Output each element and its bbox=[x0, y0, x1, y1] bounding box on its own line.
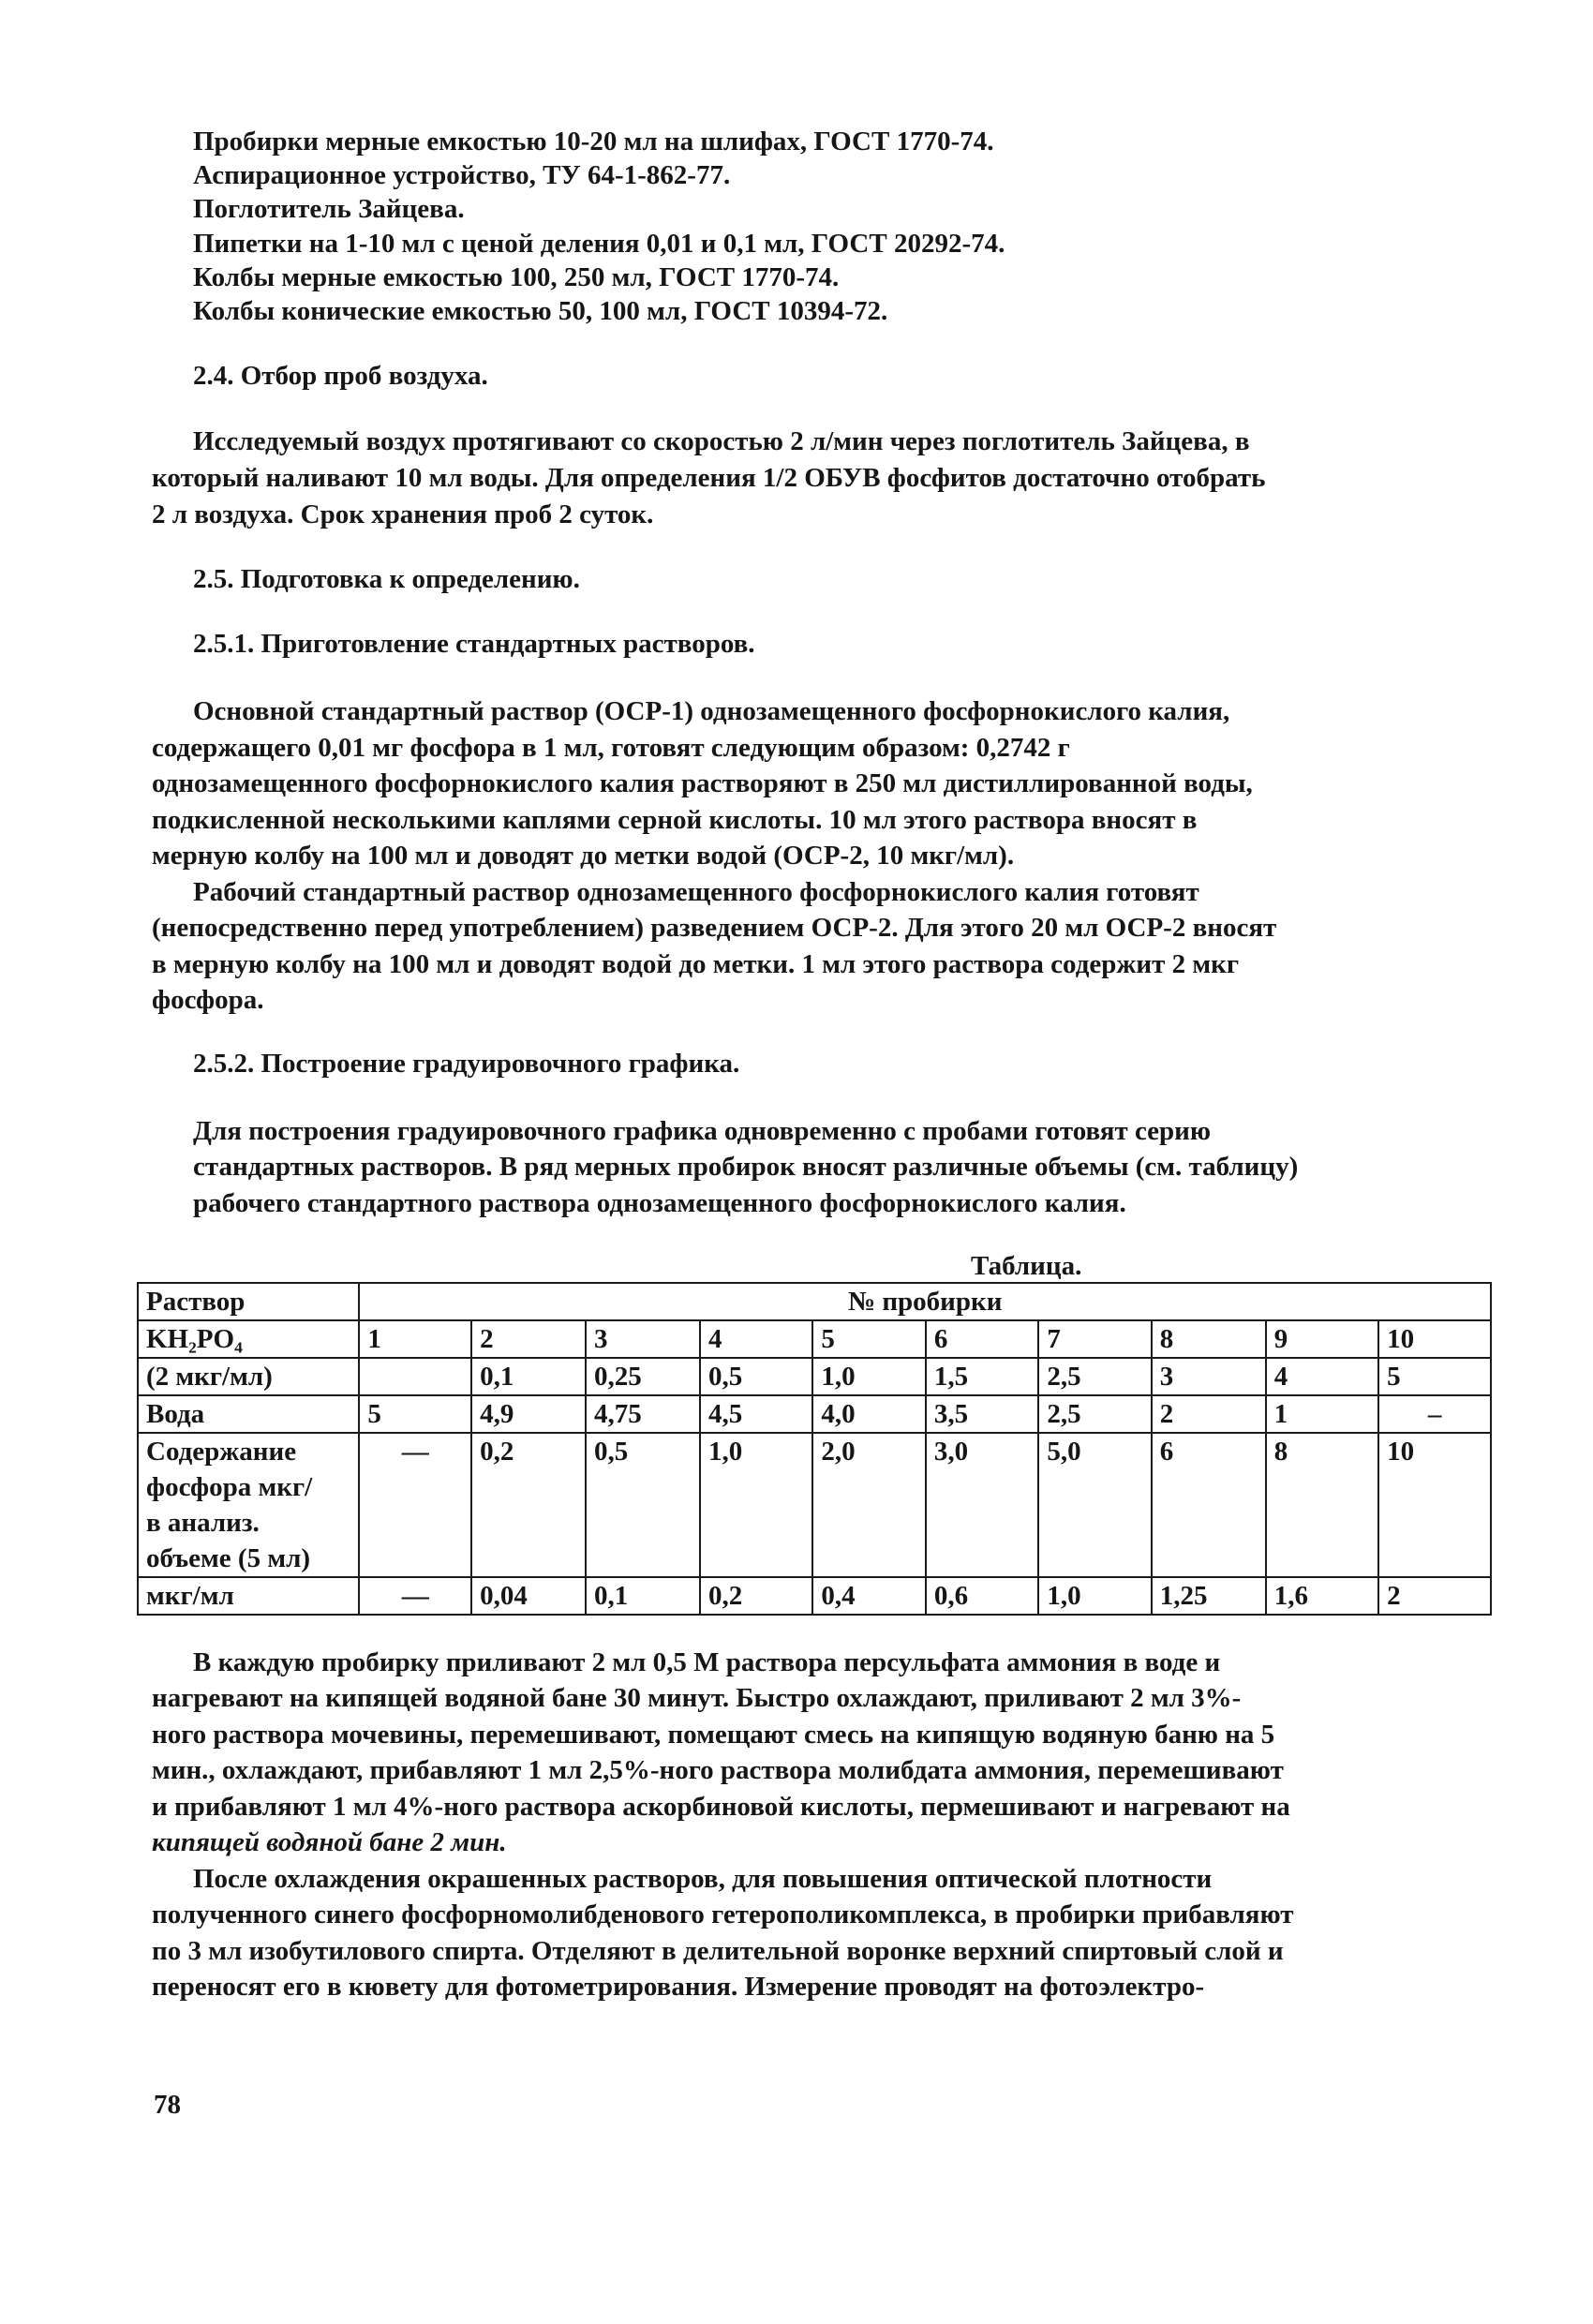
table-row bbox=[138, 1358, 1491, 1395]
text-line: ного раствора мочевины, перемешивают, помещают смесь на кипящую водяную баню на 5 bbox=[152, 1720, 1275, 1750]
text-line: мин., охлаждают, прибавляют 1 мл 2,5%-ного раствора молибдата аммония, перемешивают bbox=[152, 1755, 1284, 1785]
table-cell bbox=[359, 1358, 471, 1395]
page-number: 78 bbox=[154, 2090, 181, 2120]
equipment-line: Пипетки на 1-10 мл с ценой деления 0,01 и 0,1 мл, ГОСТ 20292-74. bbox=[193, 229, 1005, 259]
table-cell: — bbox=[359, 1577, 471, 1615]
table-cell: 5 bbox=[359, 1395, 471, 1433]
table-cell: 2,5 bbox=[1038, 1395, 1151, 1433]
table-cell: 5 bbox=[812, 1320, 925, 1358]
table-cell: 1 bbox=[1266, 1395, 1378, 1433]
text-line: и прибавляют 1 мл 4%-ного раствора аскорбиновой кислоты, пермешивают и нагревают на bbox=[152, 1792, 1290, 1822]
table-cell: 0,1 bbox=[471, 1358, 586, 1395]
text-line: Основной стандартный раствор (ОСР-1) однозамещенного фосфорнокислого калия, bbox=[193, 696, 1230, 726]
table-cell: 0,6 bbox=[926, 1577, 1038, 1615]
text-line: Для построения градуировочного графика одновременно с пробами готовят серию bbox=[193, 1116, 1212, 1146]
table-cell: 1,5 bbox=[926, 1358, 1038, 1395]
table-cell: – bbox=[1378, 1395, 1491, 1433]
row-label: Вода bbox=[138, 1395, 359, 1433]
text-line: В каждую пробирку приливают 2 мл 0,5 М раствора персульфата аммония в воде и bbox=[193, 1647, 1221, 1677]
table-cell: 4,9 bbox=[471, 1395, 586, 1433]
table-cell: 3,0 bbox=[926, 1433, 1038, 1577]
table-cell: 1,6 bbox=[1266, 1577, 1378, 1615]
text-line: фосфора. bbox=[152, 985, 264, 1015]
table-cell: 5 bbox=[1378, 1358, 1491, 1395]
text-line: Рабочий стандартный раствор однозамещенного фосфорнокислого калия готовят bbox=[193, 877, 1199, 907]
table-header-row bbox=[138, 1283, 1491, 1320]
table-row bbox=[138, 1395, 1491, 1433]
equipment-line: Колбы мерные емкостью 100, 250 мл, ГОСТ 1770-74. bbox=[193, 262, 840, 292]
text-line: стандартных растворов. В ряд мерных пробирок вносят различные объемы (см. таблицу) bbox=[193, 1152, 1299, 1182]
table-cell: 10 bbox=[1378, 1433, 1491, 1577]
table-cell: 2,0 bbox=[812, 1433, 925, 1577]
table-cell: 1,25 bbox=[1152, 1577, 1266, 1615]
table-cell: 0,2 bbox=[700, 1577, 812, 1615]
text-line: переносят его в кювету для фотометрирования. Измерение проводят на фотоэлектро- bbox=[152, 1972, 1205, 2002]
equipment-line: Аспирационное устройство, ТУ 64-1-862-77. bbox=[193, 160, 731, 190]
table-cell: 7 bbox=[1038, 1320, 1151, 1358]
table-cell: 4,75 bbox=[586, 1395, 700, 1433]
table-cell: 9 bbox=[1266, 1320, 1378, 1358]
text-line: После охлаждения окрашенных растворов, для повышения оптической плотности bbox=[193, 1864, 1213, 1894]
table-cell: 10 bbox=[1378, 1320, 1491, 1358]
table-cell: 0,04 bbox=[471, 1577, 586, 1615]
text-line: по 3 мл изобутилового спирта. Отделяют в делительной воронке верхний спиртовый слой и bbox=[152, 1936, 1284, 1966]
table-cell: 3,5 bbox=[926, 1395, 1038, 1433]
equipment-line: Поглотитель Зайцева. bbox=[193, 194, 465, 224]
table-group-header: № пробирки bbox=[359, 1283, 1491, 1320]
table-cell: 3 bbox=[1152, 1358, 1266, 1395]
text-line: нагревают на кипящей водяной бане 30 минут. Быстро охлаждают, приливают 2 мл 3%- bbox=[152, 1683, 1242, 1713]
table-cell: 2,5 bbox=[1038, 1358, 1151, 1395]
text-line: (непосредственно перед употреблением) разведением ОСР-2. Для этого 20 мл ОСР-2 вносят bbox=[152, 913, 1277, 943]
table-cell: 0,5 bbox=[700, 1358, 812, 1395]
text-line: полученного синего фосфорномолибденового гетерополикомплекса, в пробирки прибавляют bbox=[152, 1899, 1294, 1929]
table-cell: 0,1 bbox=[586, 1577, 700, 1615]
table-cell: 3 bbox=[586, 1320, 700, 1358]
table-col-header: Раствор bbox=[138, 1283, 359, 1320]
table-cell: 2 bbox=[471, 1320, 586, 1358]
table-row bbox=[138, 1320, 1491, 1358]
table-cell: 2 bbox=[1378, 1577, 1491, 1615]
row-label-line: в анализ. bbox=[146, 1508, 260, 1538]
text-line: подкисленной несколькими каплями серной кислоты. 10 мл этого раствора вносят в bbox=[152, 805, 1198, 835]
table-cell: 1,0 bbox=[1038, 1577, 1151, 1615]
table-cell: 1 bbox=[359, 1320, 471, 1358]
table-cell: 0,4 bbox=[812, 1577, 925, 1615]
row-label: (2 мкг/мл) bbox=[138, 1358, 359, 1395]
section-heading: 2.5. Подготовка к определению. bbox=[193, 564, 580, 594]
table-cell: 4 bbox=[700, 1320, 812, 1358]
text-line: в мерную колбу на 100 мл и доводят водой до метки. 1 мл этого раствора содержит 2 мкг bbox=[152, 949, 1239, 979]
row-label-line: объеме (5 мл) bbox=[146, 1543, 311, 1573]
text-line: мерную колбу на 100 мл и доводят до метки водой (ОСР-2, 10 мкг/мл). bbox=[152, 841, 1015, 871]
row-label-multiline bbox=[138, 1433, 359, 1577]
row-label: KH₂PO₄ bbox=[138, 1320, 359, 1358]
section-heading: 2.5.2. Построение градуировочного графика. bbox=[193, 1049, 740, 1079]
table-cell: 4 bbox=[1266, 1358, 1378, 1395]
table-cell: 4,0 bbox=[812, 1395, 925, 1433]
table-cell: 0,25 bbox=[586, 1358, 700, 1395]
text-line: однозамещенного фосфорнокислого калия растворяют в 250 мл дистиллированной воды, bbox=[152, 768, 1253, 798]
table-cell: 0,5 bbox=[586, 1433, 700, 1577]
text-line: содержащего 0,01 мг фосфора в 1 мл, готовят следующим образом: 0,2742 г bbox=[152, 733, 1070, 763]
row-label-line: Содержание bbox=[146, 1437, 297, 1467]
table-cell: 5,0 bbox=[1038, 1433, 1151, 1577]
table-cell: 0,2 bbox=[471, 1433, 586, 1577]
table-cell: — bbox=[359, 1433, 471, 1577]
equipment-line: Колбы конические емкостью 50, 100 мл, ГОСТ 10394-72. bbox=[193, 296, 888, 326]
table-row bbox=[138, 1433, 1491, 1577]
section-heading: 2.5.1. Приготовление стандартных растворов. bbox=[193, 629, 755, 659]
text-line: который наливают 10 мл воды. Для определения 1/2 ОБУВ фосфитов достаточно отобрать bbox=[152, 463, 1266, 493]
table-cell: 1,0 bbox=[700, 1433, 812, 1577]
table-cell: 8 bbox=[1152, 1320, 1266, 1358]
table-cell: 4,5 bbox=[700, 1395, 812, 1433]
text-line: Исследуемый воздух протягивают со скоростью 2 л/мин через поглотитель Зайцева, в bbox=[193, 426, 1250, 456]
text-line: рабочего стандартного раствора однозамещенного фосфорнокислого калия. bbox=[193, 1188, 1126, 1218]
row-label-line: фосфора мкг/ bbox=[146, 1472, 313, 1502]
text-line: 2 л воздуха. Срок хранения проб 2 суток. bbox=[152, 499, 654, 529]
section-heading: 2.4. Отбор проб воздуха. bbox=[193, 361, 488, 391]
table-cell: 1,0 bbox=[812, 1358, 925, 1395]
table-cell: 6 bbox=[926, 1320, 1038, 1358]
equipment-line: Пробирки мерные емкостью 10-20 мл на шлифах, ГОСТ 1770-74. bbox=[193, 127, 994, 156]
table-row bbox=[138, 1577, 1491, 1615]
calibration-table bbox=[137, 1282, 1492, 1616]
table-cell: 6 bbox=[1152, 1433, 1266, 1577]
table-caption: Таблица. bbox=[971, 1251, 1082, 1281]
row-label: мкг/мл bbox=[138, 1577, 359, 1615]
text-line-italic: кипящей водяной бане 2 мин. bbox=[152, 1827, 507, 1857]
table-cell: 2 bbox=[1152, 1395, 1266, 1433]
table-cell: 8 bbox=[1266, 1433, 1378, 1577]
